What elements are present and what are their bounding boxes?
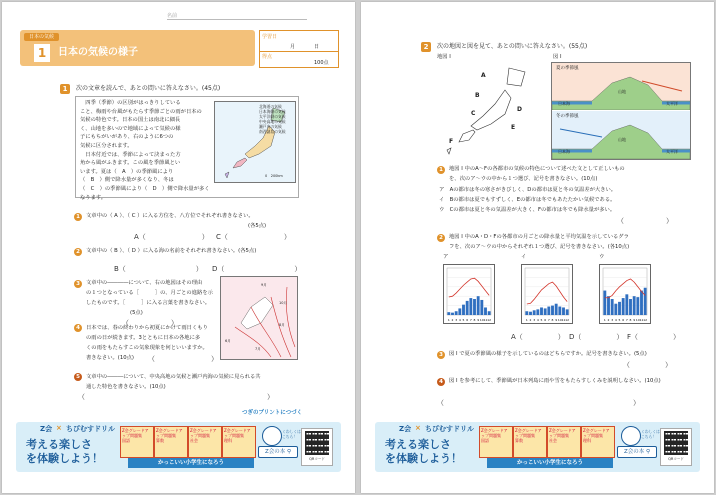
month-tick-label: 1 — [525, 318, 528, 322]
chart-label-i: イ — [521, 254, 527, 260]
search-icon: ⚲ — [287, 449, 292, 455]
more-info-bubble-2: くわしくは こちら！ — [641, 429, 660, 439]
mountain-label-2: 山地 — [618, 137, 626, 142]
p2-subquestion-1-choices: ア Aの都市は冬の寒さがきびしく、Dの都市は夏と冬の気温差が大きい。 イ Bの都市は夏でもすずしく、Eの都市は冬でもあたたかい気候である。 ウ Cの都市は夏と冬の気温差が大きく、Fの都市は冬でも降水量が多い。 — [439, 187, 617, 213]
booklet-cover-8: Z会グレードアップ問題集 理科 — [581, 426, 615, 458]
subquestion-1-text: 文章中の（ A ）、（ C ）に入る方位を、八方位でそれぞれ書きなさい。 — [86, 213, 254, 219]
summer-wind-label: 夏の季節風 — [556, 66, 579, 71]
answer-blank-b[interactable]: B（ ） — [114, 265, 203, 273]
month-tick-label: 4 — [614, 318, 617, 322]
info-box — [259, 30, 339, 68]
climate-chart-a-svg — [444, 265, 494, 323]
typhoon-month-label-1: 6月 — [225, 339, 231, 343]
city-location-map — [439, 62, 539, 158]
typhoon-route-map — [220, 276, 298, 360]
typhoon-month-label-4: 9月 — [261, 283, 267, 287]
climate-region-map — [214, 101, 296, 183]
month-tick-label: 12 — [643, 318, 648, 322]
precip-bar — [644, 288, 647, 315]
precip-bar — [636, 297, 639, 315]
month-tick-label: 9 — [477, 318, 480, 322]
title-banner — [20, 30, 255, 66]
precip-bar — [473, 299, 476, 315]
month-tick-label: 5 — [540, 318, 543, 322]
booklet-cover-3: Z会グレードアップ問題集 社会 — [188, 426, 222, 458]
p2-answer-blank-f[interactable]: F（ ） — [627, 333, 681, 341]
answer-blank-5[interactable]: （ ） — [78, 393, 274, 401]
month-tick-label: 8 — [473, 318, 476, 322]
passage-text: 四季（季節）の区別がはっきりしている こと、梅雨や台風がもたらす季節ごとの雨が日本の 気候の特色です。日本の国土は南北に細長 く、山地を多いので地域によって気候の様 子にもちがいがあり、右のように6つの 気候に区分されます。 日本付近では、季節によって決まった方 角から風がふきます。この風を季節風とい います。夏は（ A ）の季節風により （ B ）側で降水量が多くなり、冬は （ C ）の季節風により（ D ）側で降水量が多くなります。 — [80, 100, 210, 201]
month-tick-label: 1 — [603, 318, 606, 322]
japan-city-map-graphic — [439, 62, 539, 158]
precip-bar — [633, 296, 636, 315]
precip-bar — [488, 311, 491, 315]
booklet-cover-2: Z会グレードアップ問題集 算数 — [154, 426, 188, 458]
precip-bar — [451, 313, 454, 315]
precip-bar — [611, 299, 614, 315]
p2-answer-blank-a[interactable]: A（ ） — [511, 333, 565, 341]
precip-bar — [614, 304, 617, 315]
subquestion-5-number: 5 — [74, 373, 82, 381]
question-2-instruction: 次の地図と図を見て、あとの問いに答えなさい。(55点) — [437, 43, 588, 50]
answer-blank-a[interactable]: A（ ） — [134, 233, 209, 241]
precip-bar — [547, 307, 550, 315]
passage-box — [75, 96, 299, 201]
booklet-cover-4: Z会グレードアップ問題集 理科 — [222, 426, 256, 458]
mascot-icon — [262, 426, 282, 446]
climate-chart-u-svg — [600, 265, 650, 323]
p2-subquestion-2-text: 地図 I 中のA・D・Fの各都市の月ごとの降水量と平均気温を示しているグラ フを、次のア〜ウの中からそれぞれ１つ選び、記号を書きなさい。(各10点) — [449, 234, 630, 250]
sea-label-japan-1: 日本海 — [558, 101, 570, 106]
score-total: 100点 — [314, 60, 329, 66]
map-point-a: A — [481, 72, 486, 79]
precip-bar — [622, 298, 625, 315]
question-2-number: 2 — [421, 42, 431, 52]
footer-slogan-bar-2: かっこいい小学生になろう — [487, 458, 613, 468]
precip-bar — [618, 302, 621, 315]
p2-answer-blank-d[interactable]: D（ ） — [569, 333, 624, 341]
precip-bar — [607, 296, 610, 315]
precip-bar — [558, 307, 561, 315]
map-legend: 北海道の気候 日本海側の気候 太平洋側の気候 中央高地の気候 瀬戸内の気候 南西諸島の気候 — [259, 104, 286, 134]
name-label: 名前 — [167, 13, 178, 19]
precip-bar — [480, 300, 483, 315]
p2-subquestion-1-text: 地図 I 中のA〜Fの各都市の気候の特色について述べた文として正しいもの を、次のア〜ウの中から１つ選び、記号を書きなさい。(10点) — [449, 166, 625, 182]
month-tick-label: 2 — [451, 318, 454, 322]
unit-tag: 日本の気候 — [24, 33, 59, 41]
answer-blank-d[interactable]: D（ ） — [212, 265, 302, 273]
precip-bar — [551, 306, 554, 315]
p2-subquestion-4-number: 4 — [437, 378, 445, 386]
climate-chart-i — [521, 264, 573, 324]
answer-blank-4[interactable]: （ ） — [148, 355, 218, 363]
month-tick-label: 2 — [529, 318, 532, 322]
map-point-c: C — [471, 110, 476, 117]
map-scale: 0 200km — [265, 174, 283, 178]
date-label: 学習日 — [262, 34, 278, 40]
subquestion-3-text: 文章中の――――について、右の地図はその理由 の１つとなっている［ ］の、月ごとの進路を示 したものです。［ ］に入る言葉を書きなさい。 — [86, 280, 213, 306]
next-print-link[interactable]: つぎのプリントにつづく — [242, 410, 303, 416]
month-tick-label: 3 — [455, 318, 458, 322]
sea-label-pacific-1: 太平洋 — [666, 101, 678, 106]
precip-bar — [533, 310, 536, 315]
precip-bar — [540, 307, 543, 315]
precip-bar — [629, 299, 632, 315]
subquestion-2-text: 文章中の（ B ）、（ D ）に入る海の名前をそれぞれ書きなさい。(各5点) — [86, 248, 257, 254]
zkai-books-button[interactable]: Z会の本 ⚲ — [258, 446, 298, 458]
booklet-cover-6: Z会グレードアップ問題集 算数 — [513, 426, 547, 458]
p2-subquestion-3-number: 3 — [437, 351, 445, 359]
month-tick-label: 3 — [533, 318, 536, 322]
brand-zkai: Z会 — [40, 425, 53, 433]
subquestion-1-points: (各5点) — [248, 223, 267, 229]
month-tick-label: 6 — [466, 318, 469, 322]
precip-bar — [562, 307, 565, 315]
typhoon-month-label-2: 7月 — [255, 347, 261, 351]
month-tick-label: 8 — [551, 318, 554, 322]
promo-banner-2[interactable] — [375, 422, 700, 472]
precip-bar — [462, 305, 465, 315]
climate-chart-u — [599, 264, 651, 324]
answer-blank-3[interactable]: （ ） — [122, 319, 178, 327]
precip-bar — [484, 307, 487, 315]
typhoon-month-label-5: 10月 — [279, 301, 287, 305]
subquestion-3-points: (5点) — [130, 310, 143, 316]
winter-panel — [552, 111, 690, 159]
booklet-cover-5: Z会グレードアップ問題集 国語 — [479, 426, 513, 458]
month-tick-label: 11 — [483, 318, 488, 322]
month-tick-label: 8 — [629, 318, 632, 322]
precip-bar — [536, 309, 539, 315]
map1-label: 地図 I — [437, 54, 451, 60]
precip-bar — [477, 296, 480, 315]
monsoon-figure — [551, 62, 691, 160]
sea-label-pacific-2: 太平洋 — [666, 149, 678, 154]
month-tick-label: 4 — [536, 318, 539, 322]
zkai-books-button-2[interactable]: Z会の本 ⚲ — [617, 446, 657, 458]
month-tick-label: 10 — [635, 318, 640, 322]
brand-chibimusu-2: ちびむすドリル — [425, 425, 474, 433]
map-point-f: F — [449, 138, 454, 145]
banner-slogan: 考える楽しさ を体験しよう！ — [26, 438, 103, 465]
month-tick-label: 1 — [447, 318, 450, 322]
precip-bar — [555, 304, 558, 315]
more-info-bubble: くわしくは こちら！ — [282, 429, 301, 439]
search-icon: ⚲ — [646, 449, 651, 455]
month-tick-label: 7 — [469, 318, 472, 322]
precip-bar — [469, 298, 472, 315]
month-tick-label: 9 — [633, 318, 636, 322]
map-point-b: B — [475, 92, 480, 99]
precip-bar — [566, 309, 569, 315]
month-tick-label: 10 — [557, 318, 562, 322]
month-tick-label: 3 — [611, 318, 614, 322]
precip-bar — [525, 311, 528, 315]
chart-label-a: ア — [443, 254, 449, 260]
month-tick-label: 7 — [547, 318, 550, 322]
fig1-label: 図 I — [553, 54, 562, 60]
month-tick-label: 11 — [561, 318, 566, 322]
worksheet-page-2 — [361, 2, 714, 493]
p2-answer-blank-3[interactable]: （ ） — [623, 361, 672, 369]
precip-bar — [455, 311, 458, 315]
month-tick-label: 6 — [544, 318, 547, 322]
sea-label-japan-2: 日本海 — [558, 149, 570, 154]
month-tick-label: 4 — [458, 318, 461, 322]
month-tick-label: 12 — [487, 318, 492, 322]
climate-chart-i-svg — [522, 265, 572, 323]
chart-label-u: ウ — [599, 254, 605, 260]
qr-code[interactable]: QRコード — [301, 428, 333, 466]
brand-chibimusu: ちびむすドリル — [66, 425, 115, 433]
day-label: 日 — [314, 44, 320, 50]
map-point-e: E — [511, 124, 516, 131]
lesson-number: 1 — [34, 44, 50, 62]
subquestion-1-number: 1 — [74, 213, 82, 221]
subquestion-4-number: 4 — [74, 324, 82, 332]
question-1-number: 1 — [60, 84, 70, 94]
page-title: 日本の気候の様子 — [58, 47, 138, 58]
p2-subquestion-4-text: 図 I を参考にして、季節風が日本列島に雨や雪をもたらすしくみを説明しなさい。(10点) — [449, 378, 661, 384]
precip-bar — [466, 301, 469, 315]
month-tick-label: 9 — [555, 318, 558, 322]
subquestion-5-text: 文章中の―――について、中央高地の気候と瀬戸内海の気候に見られる共 通した特色を書きなさい。(10点) — [86, 374, 261, 390]
precip-bar — [458, 308, 461, 315]
month-tick-label: 10 — [479, 318, 484, 322]
precip-bar — [544, 308, 547, 315]
precip-bar — [640, 291, 643, 315]
answer-blank-c[interactable]: C（ ） — [216, 233, 291, 241]
p2-answer-blank-1[interactable]: （ ） — [617, 217, 673, 225]
worksheet-page-1 — [2, 2, 355, 493]
month-label: 月 — [290, 44, 296, 50]
score-label: 得点 — [262, 54, 273, 60]
subquestion-2-number: 2 — [74, 248, 82, 256]
month-tick-label: 6 — [622, 318, 625, 322]
qr-code-2[interactable]: QRコード — [660, 428, 692, 466]
precip-bar — [529, 312, 532, 315]
climate-chart-a — [443, 264, 495, 324]
p2-subquestion-2-number: 2 — [437, 234, 445, 242]
month-tick-label: 11 — [639, 318, 644, 322]
mascot-icon-2 — [621, 426, 641, 446]
precip-bar — [625, 294, 628, 315]
p2-subquestion-3-text: 図 I で夏の季節風の様子を示しているのはどちらですか。記号を書きなさい。(5点) — [449, 351, 647, 357]
question-1-instruction: 次の文章を読んで、あとの問いに答えなさい。(45点) — [76, 85, 221, 92]
winter-wind-label: 冬の季節風 — [556, 114, 579, 119]
p2-subquestion-1-number: 1 — [437, 166, 445, 174]
booklet-cover-7: Z会グレードアップ問題集 社会 — [547, 426, 581, 458]
brand-zkai-2: Z会 — [399, 425, 412, 433]
p2-answer-blank-4[interactable]: （ ） — [437, 399, 640, 407]
summer-panel — [552, 63, 690, 110]
subquestion-3-number: 3 — [74, 280, 82, 288]
brand-cross-2: × — [415, 424, 421, 432]
month-tick-label: 5 — [462, 318, 465, 322]
banner-slogan-2: 考える楽しさ を体験しよう！ — [385, 438, 462, 465]
footer-slogan-bar: かっこいい小学生になろう — [128, 458, 254, 468]
month-tick-label: 7 — [625, 318, 628, 322]
precip-bar — [603, 291, 606, 315]
promo-banner[interactable] — [16, 422, 341, 472]
month-tick-label: 12 — [565, 318, 570, 322]
month-tick-label: 5 — [618, 318, 621, 322]
subquestion-4-text: 日本では、春の終わりから初夏にかけて雨日くもり の雨の日が続きます。3とともに日本の各地に多 くの雨をもたらすこの気象現象を何といいますか。 書きなさい。(10点) — [86, 325, 208, 361]
map-point-d: D — [517, 106, 522, 113]
month-tick-label: 2 — [607, 318, 610, 322]
name-line — [167, 19, 307, 20]
precip-bar — [447, 312, 450, 315]
booklet-cover-1: Z会グレードアップ問題集 国語 — [120, 426, 154, 458]
typhoon-month-label-3: 8月 — [279, 323, 285, 327]
brand-cross: × — [56, 424, 62, 432]
mountain-label-1: 山地 — [618, 89, 626, 94]
